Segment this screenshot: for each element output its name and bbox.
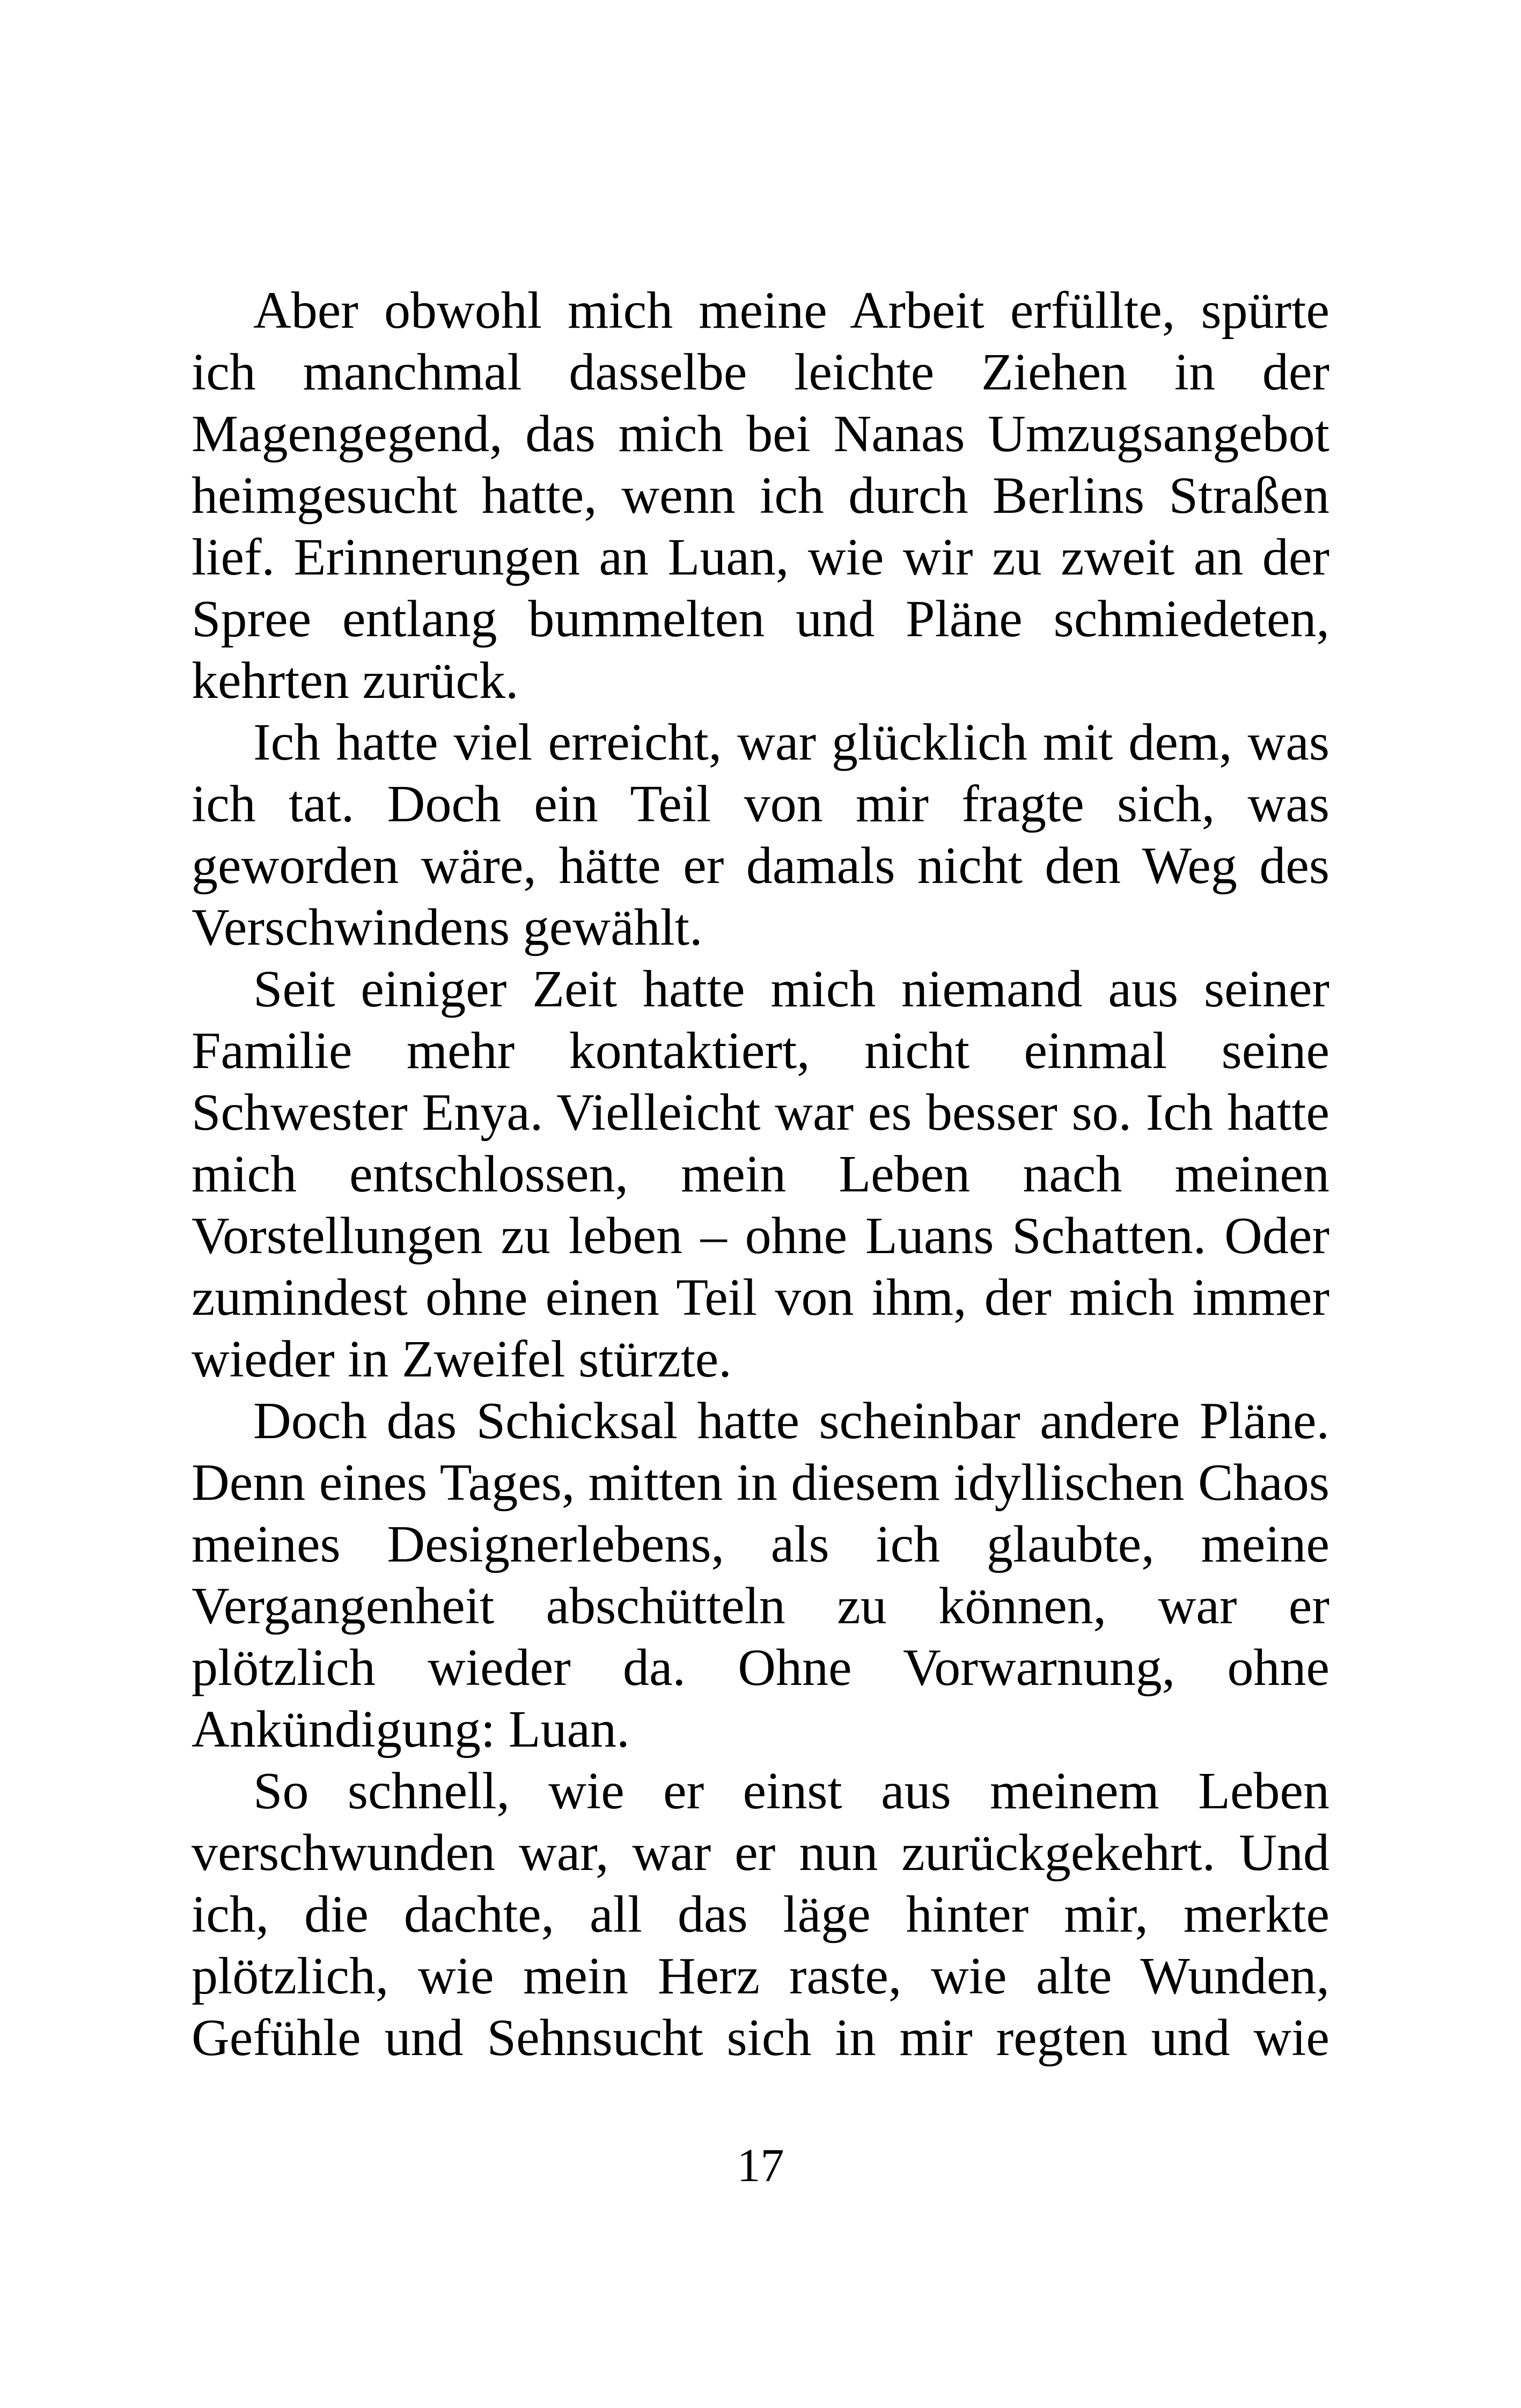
text-line: Vergangenheit abschütteln zu können, war er <box>192 1577 1329 1635</box>
text-line: heimgesucht hatte, wenn ich durch Berlins Straßen <box>192 467 1329 525</box>
paragraph <box>192 280 1329 712</box>
text-line: ich manchmal dasselbe leichte Ziehen in der <box>192 343 1329 401</box>
text-line: Schwester Enya. Vielleicht war es besser so. Ich hatte <box>192 1084 1329 1142</box>
text-line: Seit einiger Zeit hatte mich niemand aus seiner <box>253 960 1329 1018</box>
text-line: Denn eines Tages, mitten in diesem idyllischen Chaos <box>192 1454 1329 1512</box>
paragraph <box>192 1761 1329 2069</box>
text-line: mich entschlossen, mein Leben nach meinen <box>192 1145 1329 1203</box>
body-text <box>192 280 1329 2069</box>
text-line: Ankündigung: Luan. <box>192 1700 630 1758</box>
text-line: plötzlich wieder da. Ohne Vorwarnung, ohne <box>192 1639 1329 1697</box>
text-line: Gefühle und Sehnsucht sich in mir regten und wie <box>192 2009 1329 2067</box>
text-line: geworden wäre, hätte er damals nicht den Weg des <box>192 837 1329 895</box>
paragraph <box>192 712 1329 959</box>
text-line: Verschwindens gewählt. <box>192 899 703 956</box>
text-line: Familie mehr kontaktiert, nicht einmal seine <box>192 1022 1329 1080</box>
page-number: 17 <box>737 2140 784 2192</box>
text-line: Aber obwohl mich meine Arbeit erfüllte, spürte <box>253 282 1329 340</box>
text-line: Doch das Schicksal hatte scheinbar andere Pläne. <box>253 1392 1329 1450</box>
text-line: plötzlich, wie mein Herz raste, wie alte Wunden, <box>192 1947 1329 2005</box>
text-line: Vorstellungen zu leben – ohne Luans Schatten. Oder <box>192 1207 1329 1265</box>
text-line: zumindest ohne einen Teil von ihm, der mich immer <box>192 1269 1329 1327</box>
paragraph <box>192 1390 1329 1761</box>
text-line: lief. Erinnerungen an Luan, wie wir zu zweit an der <box>192 528 1329 586</box>
text-line: kehrten zurück. <box>192 652 519 710</box>
text-line: wieder in Zweifel stürzte. <box>192 1330 732 1388</box>
text-line: verschwunden war, war er nun zurückgekehrt. Und <box>192 1824 1329 1882</box>
text-line: So schnell, wie er einst aus meinem Leben <box>253 1762 1329 1820</box>
paragraph <box>192 959 1329 1390</box>
text-line: Magengegend, das mich bei Nanas Umzugsangebot <box>192 405 1329 463</box>
text-line: Spree entlang bummelten und Pläne schmiedeten, <box>192 590 1329 648</box>
text-line: ich, die dachte, all das läge hinter mir, merkte <box>192 1886 1329 1943</box>
text-line: meines Designerlebens, als ich glaubte, meine <box>192 1515 1329 1573</box>
text-line: Ich hatte viel erreicht, war glücklich mit dem, was <box>253 713 1329 771</box>
text-line: ich tat. Doch ein Teil von mir fragte sich, was <box>192 775 1329 833</box>
